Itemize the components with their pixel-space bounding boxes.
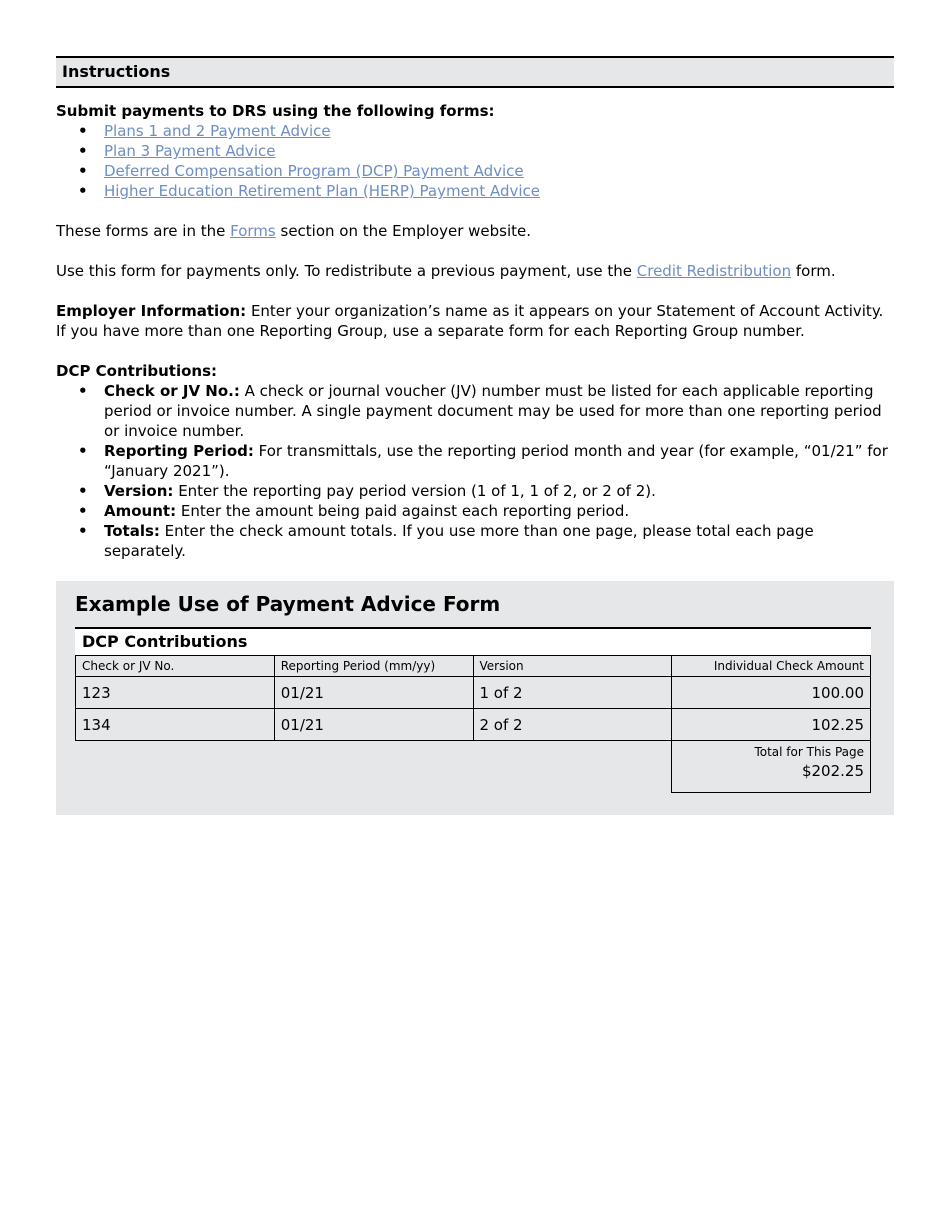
list-item: • Check or JV No.: A check or journal voucher (JV) number must be listed for each applicable reporting period or invoice number. A single payment document may be used for more than one reporting period or invoice number. (104, 381, 894, 441)
cell-version: 1 of 2 (473, 677, 672, 709)
submit-heading: Submit payments to DRS using the following forms: (56, 102, 495, 120)
page (56, 56, 894, 815)
total-value: $202.25 (801, 762, 864, 780)
total-cell (672, 741, 871, 793)
example-table (75, 655, 871, 793)
link-plans-1-2[interactable]: Plans 1 and 2 Payment Advice (104, 122, 331, 140)
payment-paragraph: Use this form for payments only. To redistribute a previous payment, use the Credit Redistribution form. (56, 262, 836, 280)
list-item: • Reporting Period: For transmittals, use the reporting period month and year (for example, “01/21” for “January 2021”). (104, 441, 894, 481)
cell-period: 01/21 (274, 677, 473, 709)
table-row (76, 709, 871, 741)
link-herp[interactable]: Higher Education Retirement Plan (HERP) Payment Advice (104, 182, 541, 200)
total-row (76, 741, 871, 793)
cell-period: 01/21 (274, 709, 473, 741)
table-title: DCP Contributions (75, 627, 871, 655)
list-item (104, 181, 894, 201)
col-header-check: Check or JV No. (76, 656, 275, 677)
employer-info-paragraph: Employer Information: Enter your organization’s name as it appears on your Statement of Account Activity. If you have more than one Reporting Group, use a separate form for each Reporting Group number. (56, 302, 884, 340)
dcp-list (56, 381, 894, 561)
forms-paragraph: These forms are in the Forms section on the Employer website. (56, 222, 532, 240)
form-links-list (56, 121, 894, 201)
example-box (56, 581, 894, 815)
dcp-heading: DCP Contributions: (56, 362, 218, 380)
forms-link[interactable]: Forms (230, 222, 276, 240)
instructions-header-bar (56, 56, 894, 88)
cell-check: 123 (76, 677, 275, 709)
example-title: Example Use of Payment Advice Form (75, 592, 501, 616)
list-item: • Version: Enter the reporting pay period version (1 of 1, 1 of 2, or 2 of 2). (104, 481, 894, 501)
table-header-row (76, 656, 871, 677)
list-item (104, 141, 894, 161)
cell-version: 2 of 2 (473, 709, 672, 741)
link-dcp[interactable]: Deferred Compensation Program (DCP) Payment Advice (104, 162, 524, 180)
list-item (104, 161, 894, 181)
list-item: • Totals: Enter the check amount totals. If you use more than one page, please total each page separately. (104, 521, 894, 561)
col-header-amount: Individual Check Amount (672, 656, 871, 677)
cell-amount: 100.00 (672, 677, 871, 709)
total-label: Total for This Page (754, 745, 864, 759)
link-plan-3[interactable]: Plan 3 Payment Advice (104, 142, 276, 160)
list-item: • Amount: Enter the amount being paid against each reporting period. (104, 501, 894, 521)
list-item (104, 121, 894, 141)
instructions-header: Instructions (62, 62, 171, 81)
cell-check: 134 (76, 709, 275, 741)
credit-redistribution-link[interactable]: Credit Redistribution (636, 262, 792, 280)
table-row (76, 677, 871, 709)
col-header-version: Version (473, 656, 672, 677)
employer-info-label: Employer Information: (56, 302, 247, 320)
col-header-period: Reporting Period (mm/yy) (274, 656, 473, 677)
cell-amount: 102.25 (672, 709, 871, 741)
